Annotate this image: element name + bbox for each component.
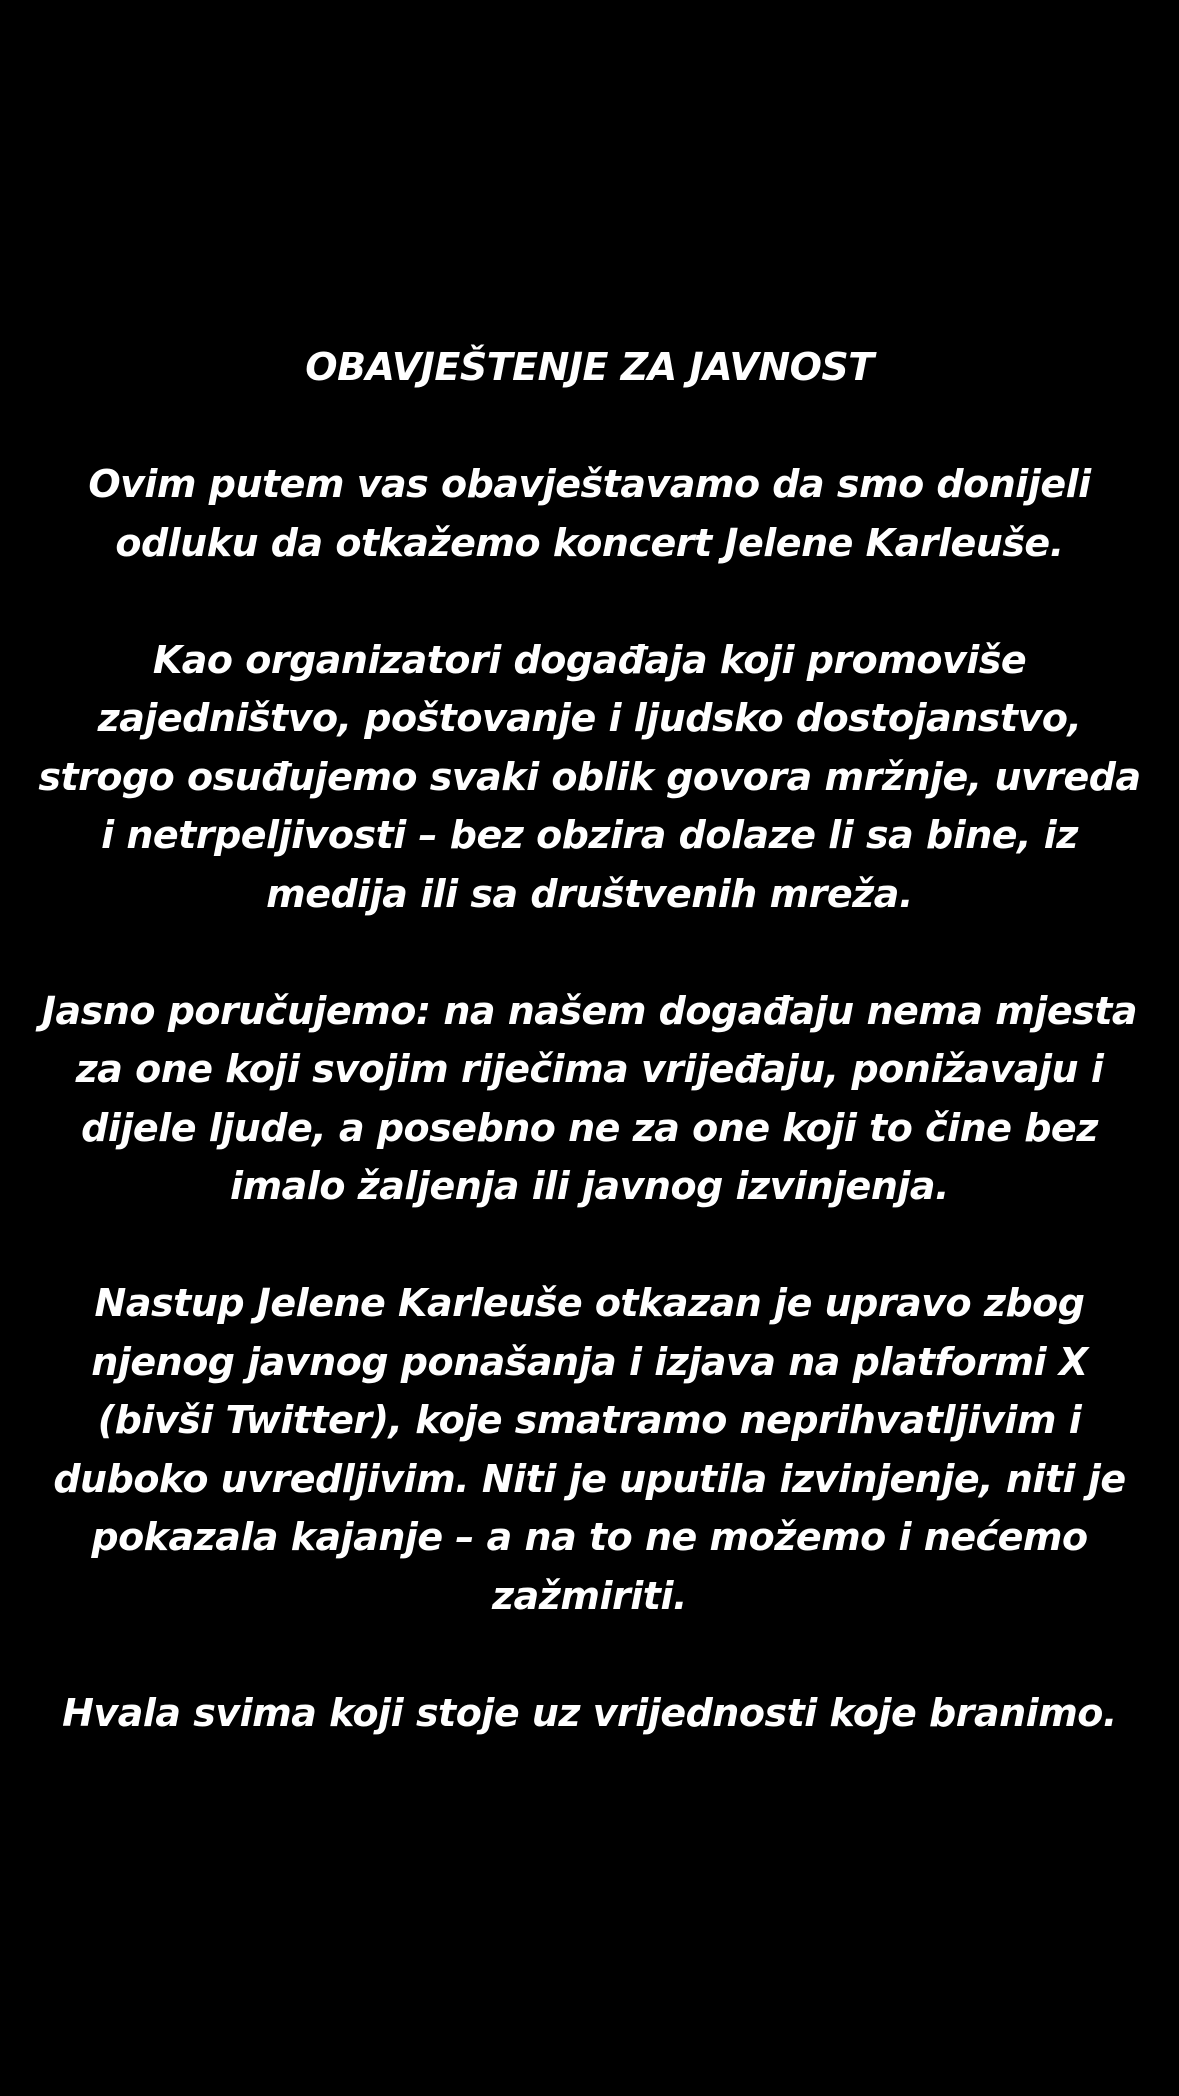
announcement-paragraph-5: Hvala svima koji stoje uz vrijednosti koje branimo. bbox=[62, 1690, 1117, 1735]
announcement-paragraph-1: Ovim putem vas obavještavamo da smo donijeli odluku da otkažemo koncert Jelene Karleuše. bbox=[88, 462, 1091, 565]
announcement-paragraph-2: Kao organizatori događaja koji promoviše zajedništvo, poštovanje i ljudsko dostojanstvo, strogo osuđujemo svaki oblik govora mržnje, uvreda i netrpeljivosti – bez obzira dolaze li sa bine, iz medija ili sa društvenih mreža. bbox=[38, 637, 1141, 916]
announcement-title: OBAVJEŠTENJE ZA JAVNOST bbox=[305, 345, 874, 389]
announcement-paragraph-4: Nastup Jelene Karleuše otkazan je upravo zbog njenog javnog ponašanja i izjava na platformi X (bivši Twitter), koje smatramo neprihvatljivim i duboko uvredljivim. Niti je uputila izvinjenje, niti je pokazala kajanje – a na to ne možemo i nećemo zažmiriti. bbox=[53, 1281, 1126, 1618]
announcement-text-block bbox=[0, 338, 1179, 1742]
announcement-paragraph-3: Jasno poručujemo: na našem događaju nema mjesta za one koji svojim riječima vrijeđaju, ponižavaju i dijele ljude, a posebno ne za one koji to čine bez imalo žaljenja ili javnog izvinjenja. bbox=[41, 988, 1138, 1208]
